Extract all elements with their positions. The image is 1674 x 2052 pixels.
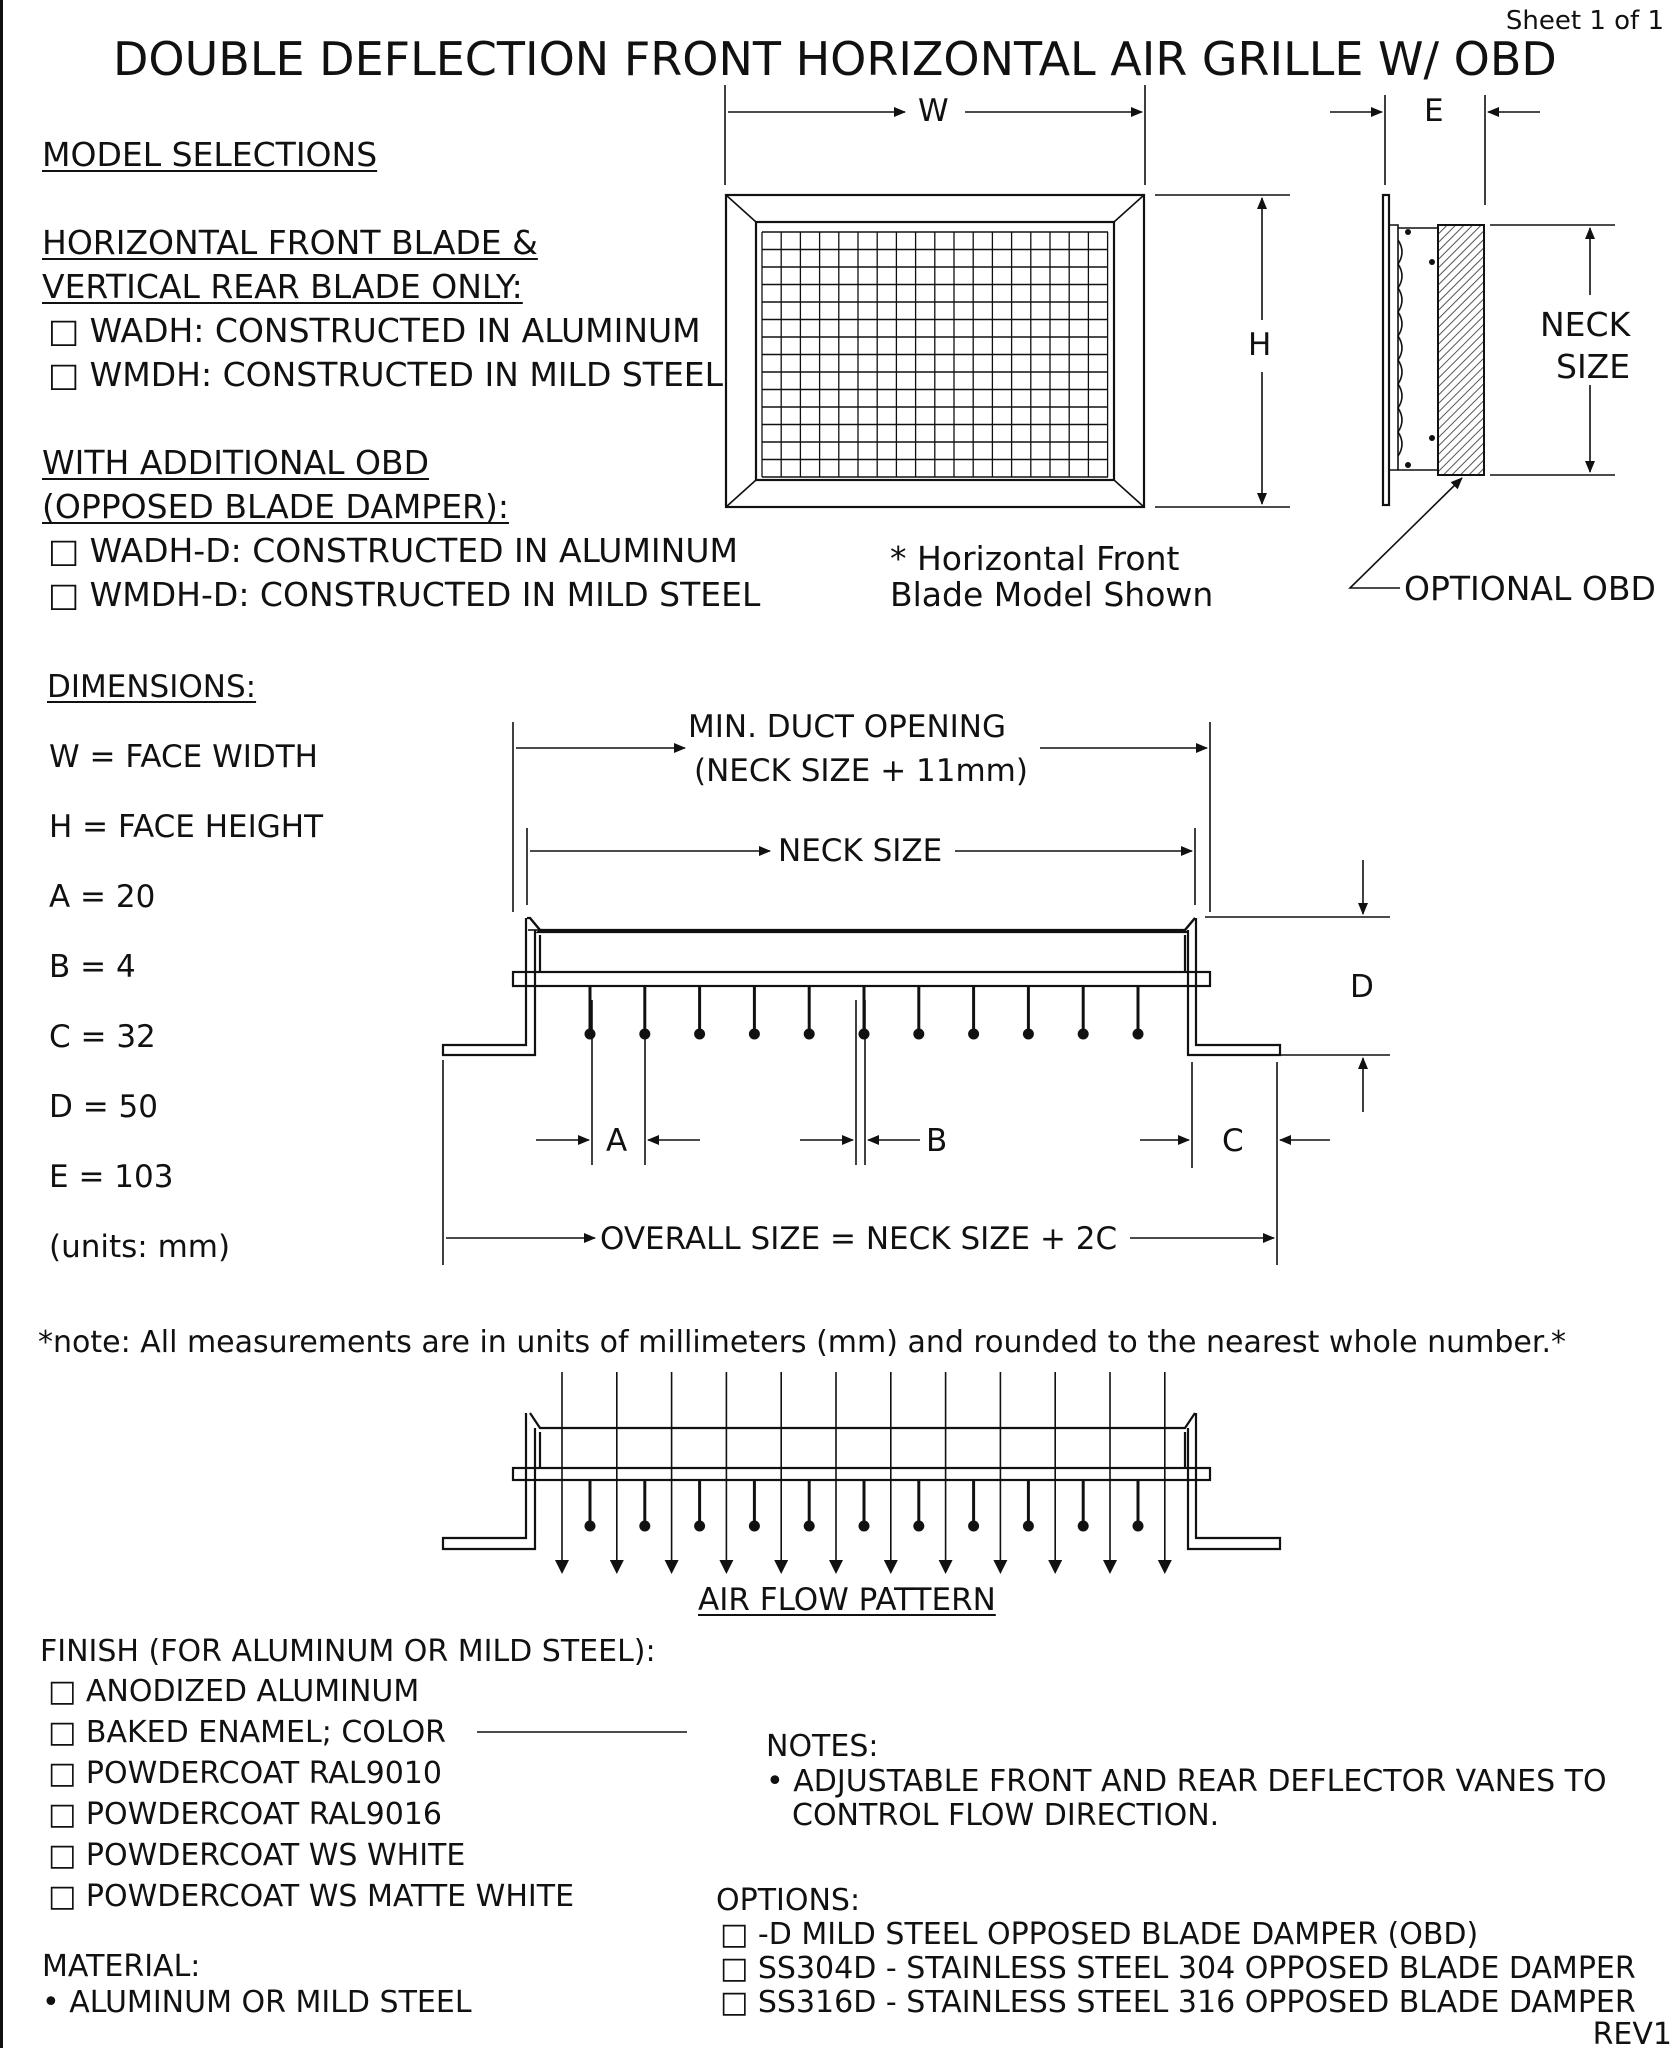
- revision-label: REV1: [1592, 2017, 1672, 2052]
- neck-size-dim-label: NECK SIZE: [778, 833, 943, 869]
- notes-line1: • ADJUSTABLE FRONT AND REAR DEFLECTOR VANES TO: [766, 1764, 1607, 1799]
- blade-pivot: [694, 1029, 705, 1040]
- page-title: DOUBLE DEFLECTION FRONT HORIZONTAL AIR GRILLE W/ OBD: [113, 32, 1557, 86]
- dim-h-label: H: [1248, 327, 1272, 363]
- finish-heading: FINISH (FOR ALUMINUM OR MILD STEEL):: [40, 1634, 656, 1669]
- dimension-units: (units: mm): [49, 1229, 231, 1265]
- dimension-d: D = 50: [49, 1089, 158, 1125]
- dimensions-heading: DIMENSIONS:: [47, 669, 257, 705]
- neck-size-label-line2: SIZE: [1556, 347, 1631, 386]
- model-option-wmdh-d[interactable]: □ WMDH-D: CONSTRUCTED IN MILD STEEL: [48, 575, 761, 614]
- blade-pivot: [585, 1029, 596, 1040]
- blade-pivot: [1078, 1029, 1089, 1040]
- group1-heading-line1: HORIZONTAL FRONT BLADE &: [42, 223, 538, 262]
- option-ss316d[interactable]: □ SS316D - STAINLESS STEEL 316 OPPOSED BLADE DAMPER: [720, 1985, 1636, 2020]
- finish-option-ral9010[interactable]: □ POWDERCOAT RAL9010: [48, 1756, 442, 1791]
- neck-size-label-line1: NECK: [1540, 305, 1631, 344]
- min-duct-opening-line1: MIN. DUCT OPENING: [688, 709, 1007, 745]
- airflow-arrowhead: [774, 1560, 788, 1574]
- blade-pivot: [968, 1029, 979, 1040]
- airflow-arrowhead: [1048, 1560, 1062, 1574]
- model-option-wadh[interactable]: □ WADH: CONSTRUCTED IN ALUMINUM: [48, 311, 701, 350]
- dimension-e: E = 103: [49, 1159, 174, 1195]
- airflow-arrowhead: [939, 1560, 953, 1574]
- dimension-w: W = FACE WIDTH: [49, 739, 318, 775]
- airflow-arrowhead: [1158, 1560, 1172, 1574]
- airflow-view-grille: [443, 1372, 1280, 1574]
- dimension-c: C = 32: [49, 1019, 156, 1055]
- finish-option-ws-white[interactable]: □ POWDERCOAT WS WHITE: [48, 1838, 466, 1873]
- group1-heading-line2: VERTICAL REAR BLADE ONLY:: [42, 267, 523, 306]
- blade-pivot: [1133, 1029, 1144, 1040]
- optional-obd-label: OPTIONAL OBD: [1404, 569, 1656, 608]
- blade-pivot: [585, 1521, 596, 1532]
- dim-e-label: E: [1424, 93, 1444, 129]
- section-view-grille: [443, 722, 1390, 1265]
- options-heading: OPTIONS:: [716, 1883, 861, 1918]
- blade-pivot: [804, 1521, 815, 1532]
- notes-heading: NOTES:: [766, 1729, 879, 1764]
- model-option-wmdh[interactable]: □ WMDH: CONSTRUCTED IN MILD STEEL: [48, 355, 724, 394]
- finish-option-ws-matte-white[interactable]: □ POWDERCOAT WS MATTE WHITE: [48, 1879, 575, 1914]
- airflow-pattern-label: AIR FLOW PATTERN: [698, 1582, 996, 1618]
- dim-a-label: A: [606, 1123, 628, 1159]
- min-duct-opening-line2: (NECK SIZE + 11mm): [694, 753, 1028, 789]
- blade-pivot: [968, 1521, 979, 1532]
- dimension-a: A = 20: [49, 879, 156, 915]
- front-view-caption-line1: * Horizontal Front: [890, 539, 1180, 578]
- blade-pivot: [694, 1521, 705, 1532]
- dim-w-label: W: [918, 93, 949, 129]
- material-item: • ALUMINUM OR MILD STEEL: [42, 1985, 472, 2020]
- airflow-arrowhead: [1103, 1560, 1117, 1574]
- blade-pivot: [639, 1521, 650, 1532]
- model-selections-heading: MODEL SELECTIONS: [42, 135, 378, 174]
- notes-line2: CONTROL FLOW DIRECTION.: [792, 1798, 1220, 1833]
- model-option-wadh-d[interactable]: □ WADH-D: CONSTRUCTED IN ALUMINUM: [48, 531, 738, 570]
- blade-pivot: [859, 1521, 870, 1532]
- blade-pivot: [913, 1029, 924, 1040]
- measurement-note: *note: All measurements are in units of millimeters (mm) and rounded to the nearest whole number.*: [38, 1325, 1567, 1360]
- front-view-grille: [725, 85, 1290, 507]
- blade-pivot: [1078, 1521, 1089, 1532]
- blade-pivot: [749, 1029, 760, 1040]
- blade-pivot: [1023, 1521, 1034, 1532]
- overall-size-label: OVERALL SIZE = NECK SIZE + 2C: [600, 1221, 1118, 1257]
- airflow-arrowhead: [993, 1560, 1007, 1574]
- finish-option-anodized[interactable]: □ ANODIZED ALUMINUM: [48, 1674, 420, 1709]
- blade-pivot: [913, 1521, 924, 1532]
- finish-option-ral9016[interactable]: □ POWDERCOAT RAL9016: [48, 1797, 442, 1832]
- blade-pivot: [1133, 1521, 1144, 1532]
- dim-d-label: D: [1350, 969, 1374, 1005]
- airflow-arrowhead: [719, 1560, 733, 1574]
- blade-pivot: [749, 1521, 760, 1532]
- airflow-arrowhead: [884, 1560, 898, 1574]
- material-heading: MATERIAL:: [42, 1949, 201, 1984]
- dimension-h: H = FACE HEIGHT: [49, 809, 324, 845]
- option-ss304d[interactable]: □ SS304D - STAINLESS STEEL 304 OPPOSED BLADE DAMPER: [720, 1951, 1636, 1986]
- sheet-number: Sheet 1 of 1: [1505, 6, 1664, 36]
- dim-b-label: B: [926, 1123, 948, 1159]
- airflow-arrowhead: [829, 1560, 843, 1574]
- airflow-arrowhead: [665, 1560, 679, 1574]
- blade-pivot: [1023, 1029, 1034, 1040]
- airflow-arrowhead: [555, 1560, 569, 1574]
- finish-option-baked-enamel[interactable]: □ BAKED ENAMEL; COLOR: [48, 1715, 447, 1750]
- group2-heading-line2: (OPPOSED BLADE DAMPER):: [42, 487, 509, 526]
- airflow-arrowhead: [610, 1560, 624, 1574]
- dim-c-label: C: [1222, 1123, 1244, 1159]
- dimension-b: B = 4: [49, 949, 136, 985]
- blade-pivot: [804, 1029, 815, 1040]
- front-view-caption-line2: Blade Model Shown: [890, 575, 1214, 614]
- group2-heading-line1: WITH ADDITIONAL OBD: [42, 443, 429, 482]
- option-d[interactable]: □ -D MILD STEEL OPPOSED BLADE DAMPER (OBD): [720, 1917, 1479, 1952]
- blade-pivot: [859, 1029, 870, 1040]
